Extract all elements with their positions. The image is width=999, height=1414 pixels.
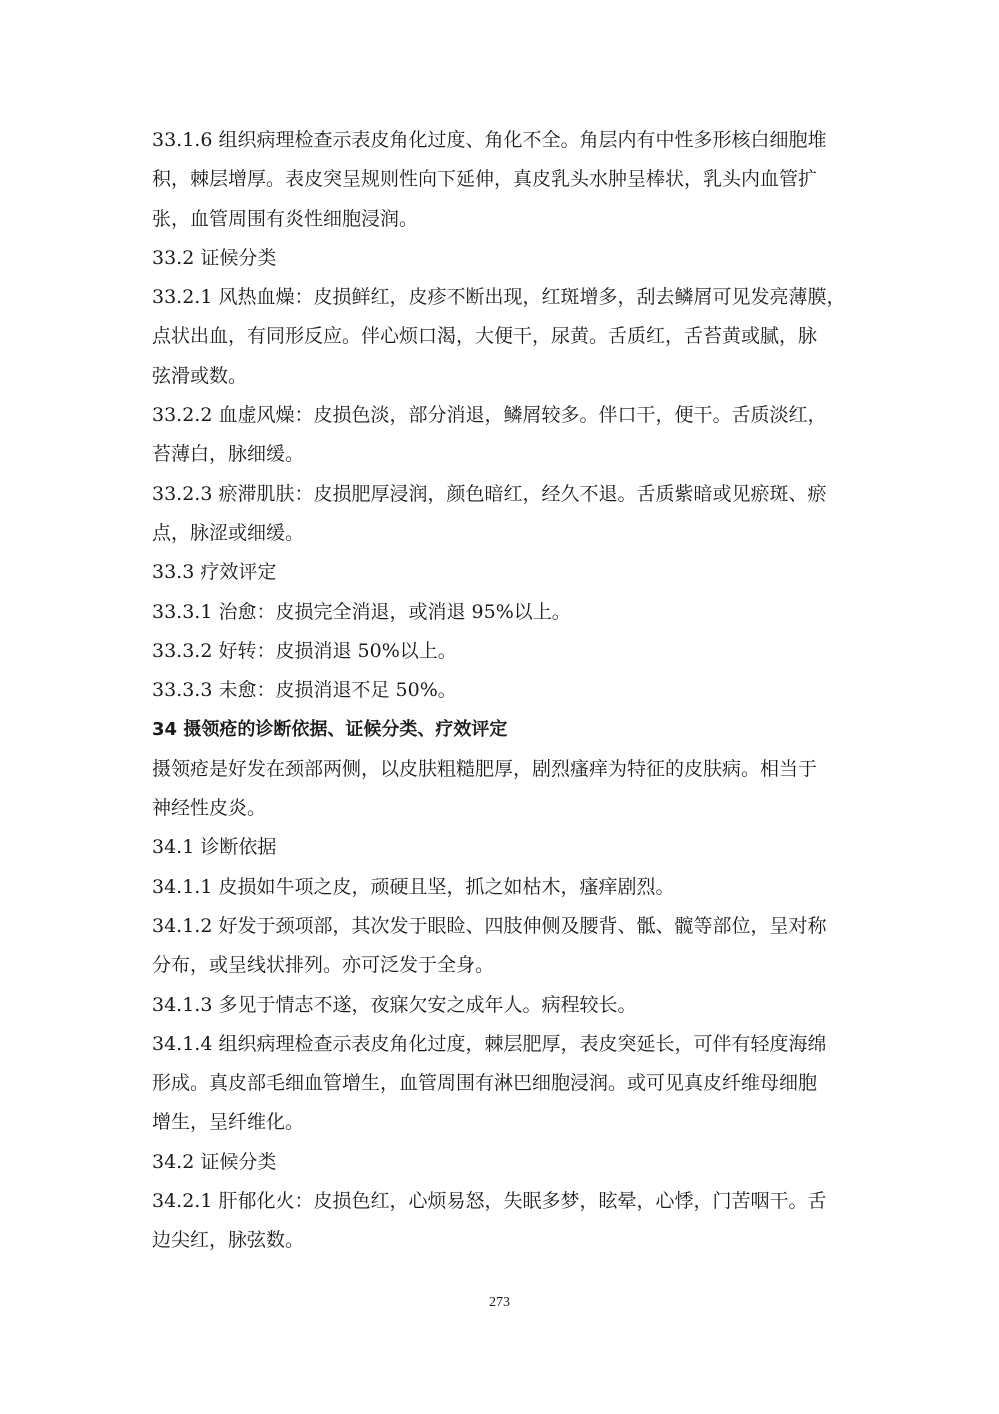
document-body [152,121,852,1261]
text-line: 33.3.2 好转：皮损消退 50%以上。 [152,639,457,662]
text-line: 积，棘层增厚。表皮突呈规则性向下延伸，真皮乳头水肿呈棒状，乳头内血管扩 [152,168,818,191]
text-line: 点，脉涩或细缓。 [152,521,305,544]
text-line: 33.3.3 未愈：皮损消退不足 50%。 [152,679,457,702]
text-line: 摄领疮是好发在颈部两侧，以皮肤粗糙肥厚，剧烈瘙痒为特征的皮肤病。相当于 [152,757,818,780]
text-line: 34.1.4 组织病理检查示表皮角化过度，棘层肥厚，表皮突延长，可伴有轻度海绵 [152,1032,827,1055]
text-line: 34.2 证候分类 [152,1150,277,1173]
text-line: 34.2.1 肝郁化火：皮损色红，心烦易怒，失眠多梦，眩晕，心悸，门苦咽干。舌 [152,1190,827,1213]
text-line: 分布，或呈线状排列。亦可泛发于全身。 [152,954,495,977]
text-line: 33.2.2 血虚风燥：皮损色淡，部分消退，鳞屑较多。伴口干，便干。舌质淡红， [152,404,827,427]
section-heading: 34 摄领疮的诊断依据、证候分类、疗效评定 [152,719,508,741]
text-line: 33.2 证候分类 [152,246,277,269]
text-line: 边尖红，脉弦数。 [152,1229,305,1252]
text-line: 点状出血，有同形反应。伴心烦口渴，大便干，尿黄。舌质红，舌苔黄或腻，脉 [152,325,818,348]
text-line: 34.1.2 好发于颈项部，其次发于眼睑、四肢伸侧及腰背、骶、髋等部位，呈对称 [152,914,827,937]
text-line: 34.1 诊断依据 [152,836,277,859]
text-line: 苔薄白，脉细缓。 [152,443,305,466]
text-line: 34.1.3 多见于情志不遂，夜寐欠安之成年人。病程较长。 [152,993,637,1016]
text-line: 33.3.1 治愈：皮损完全消退，或消退 95%以上。 [152,600,571,623]
text-line: 神经性皮炎。 [152,797,267,820]
text-line: 33.3 疗效评定 [152,561,277,584]
text-line: 33.1.6 组织病理检查示表皮角化过度、角化不全。角层内有中性多形核白细胞堆 [152,129,827,151]
page-number: 273 [489,1295,510,1310]
text-line: 增生，呈纤维化。 [152,1111,305,1134]
text-line: 33.2.3 瘀滞肌肤：皮损肥厚浸润，颜色暗红，经久不退。舌质紫暗或见瘀斑、瘀 [152,482,827,505]
text-line: 张，血管周围有炎性细胞浸润。 [152,207,419,230]
text-line: 33.2.1 风热血燥：皮损鲜红，皮疹不断出现，红斑增多，刮去鳞屑可见发亮薄膜， [152,286,846,309]
text-line: 形成。真皮部毛细血管增生，血管周围有淋巴细胞浸润。或可见真皮纤维母细胞 [152,1072,818,1095]
text-line: 34.1.1 皮损如牛项之皮，顽硬且坚，抓之如枯木，瘙痒剧烈。 [152,875,675,898]
text-line: 弦滑或数。 [152,364,248,387]
